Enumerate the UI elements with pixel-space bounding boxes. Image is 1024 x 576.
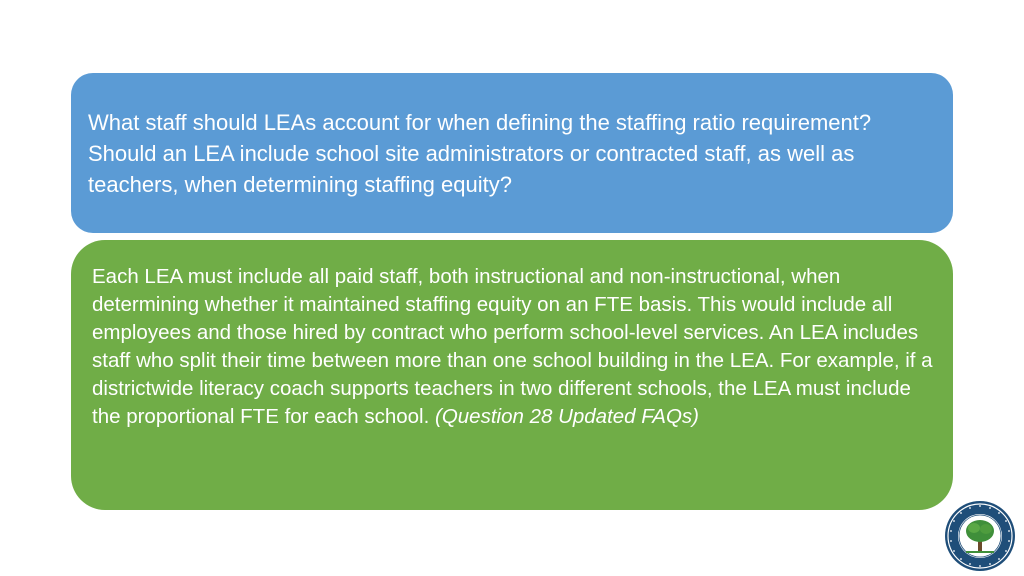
department-of-education-seal-icon (944, 500, 1016, 572)
answer-box (71, 240, 953, 510)
question-box (71, 73, 953, 233)
question-text: What staff should LEAs account for when defining the staffing ratio requirement? Should an LEA include school site administrators or contracted staff, as well as teachers, when determining staffing equity? (88, 110, 872, 197)
answer-text: Each LEA must include all paid staff, both instructional and non-instructional, when determining whether it maintained staffing equity on an FTE basis. This would include all employees and those hired by contract who perform school-level services. An LEA includes staff who split their time between more than one school building in the LEA. For example, if a districtwide literacy coach supports teachers in two different schools, the LEA must include the proportional FTE for each school. (92, 265, 933, 428)
answer-paragraph (92, 263, 937, 431)
answer-citation: (Question 28 Updated FAQs) (435, 405, 699, 428)
